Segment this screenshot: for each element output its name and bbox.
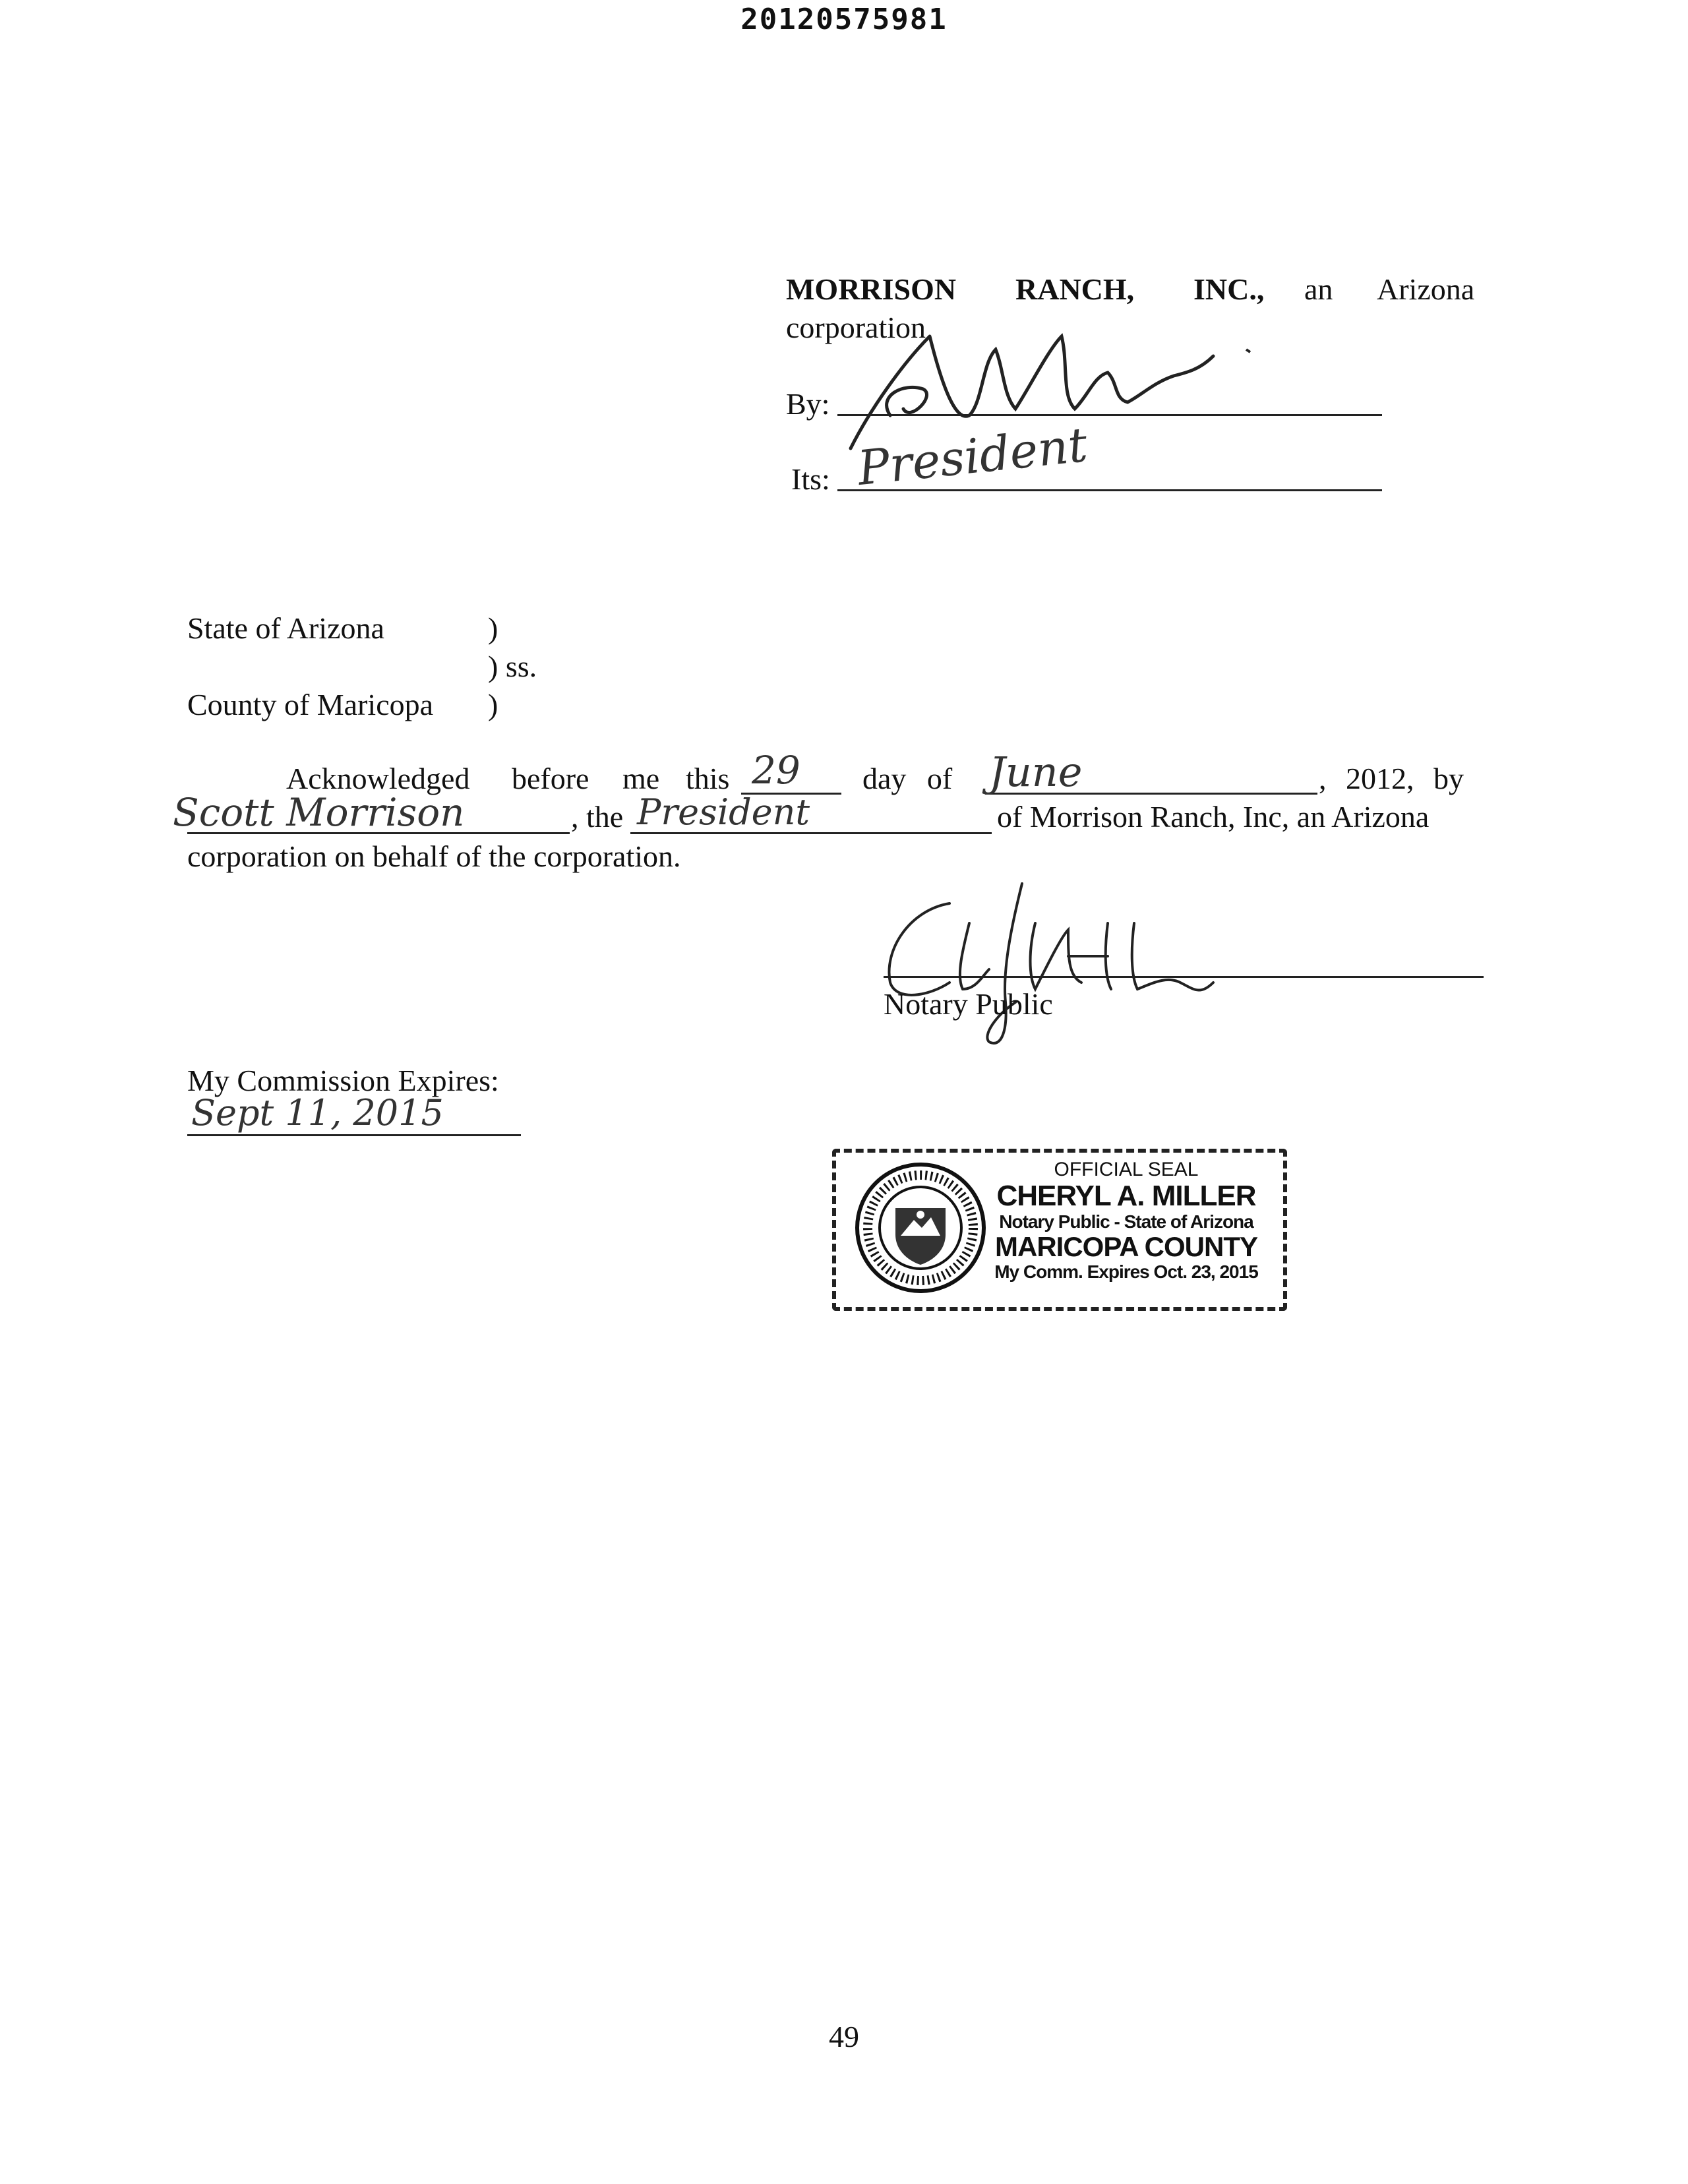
commission-date-handwritten: Sept 11, 2015 <box>191 1092 444 1134</box>
notary-label: Notary Public <box>884 987 1053 1021</box>
day-handwritten: 29 <box>752 748 800 793</box>
ss-label: ) ss. <box>488 650 537 683</box>
ack-word-1: Acknowledged <box>286 762 470 795</box>
state-label: State of Arizona <box>187 611 384 645</box>
company-word-3: INC., <box>1193 272 1265 306</box>
month-handwritten: June <box>989 748 1083 796</box>
company-word-1: MORRISON <box>786 272 957 306</box>
company-word-2: RANCH, <box>1015 272 1135 306</box>
document-number: 20120575981 <box>740 3 948 36</box>
ack-word-4: this <box>686 762 730 795</box>
paren-3: ) <box>488 688 498 721</box>
day-of-label: day of <box>862 762 953 795</box>
ack-word-3: me <box>622 762 660 795</box>
company-suffix-line2: corporation <box>786 311 926 344</box>
notary-signature-line <box>884 976 1484 978</box>
commission-date-line <box>187 1134 521 1136</box>
ack-line-3: corporation on behalf of the corporation. <box>187 839 681 873</box>
commission-label: My Commission Expires: <box>187 1064 499 1097</box>
seal-notary-name: CHERYL A. MILLER <box>996 1180 1256 1213</box>
its-label: Its: <box>791 462 830 496</box>
by-label: By: <box>786 387 830 421</box>
seal-text-block <box>981 1159 1271 1282</box>
notary-seal-stamp <box>832 1149 1287 1311</box>
year-text: , 2012, by <box>1319 762 1464 795</box>
paren-1: ) <box>488 611 498 645</box>
its-handwritten: President <box>855 416 1090 497</box>
company-suffix-1: an <box>1304 272 1333 306</box>
notary-signature <box>870 884 1213 1055</box>
page-number: 49 <box>829 2020 859 2053</box>
name-handwritten: Scott Morrison <box>173 790 465 835</box>
ack-word-2: before <box>512 762 589 795</box>
the-label: , the <box>571 800 624 834</box>
county-label: County of Maricopa <box>187 688 434 721</box>
seal-expiration: My Comm. Expires Oct. 23, 2015 <box>994 1261 1258 1282</box>
seal-title: OFFICIAL SEAL <box>1054 1159 1199 1180</box>
seal-role: Notary Public - State of Arizona <box>999 1211 1253 1232</box>
company-suffix-2: Arizona <box>1377 272 1475 306</box>
seal-county: MARICOPA COUNTY <box>995 1231 1257 1263</box>
of-text: of Morrison Ranch, Inc, an Arizona <box>997 800 1430 834</box>
title-handwritten: President <box>637 791 810 833</box>
state-seal-emblem <box>855 1162 986 1294</box>
